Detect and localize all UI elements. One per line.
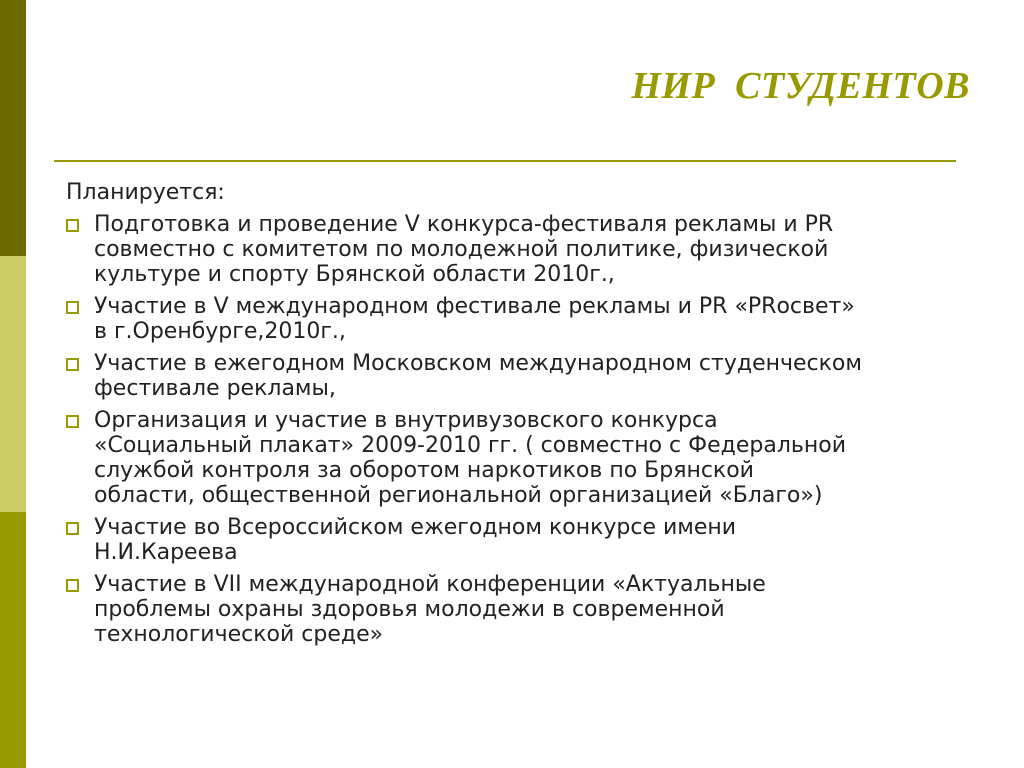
square-bullet-icon — [66, 358, 79, 371]
bullet-item — [66, 408, 972, 508]
square-bullet-icon — [66, 301, 79, 314]
slide-content — [66, 180, 972, 654]
bullet-text: Участие во Всероссийском ежегодном конкурсе имени Н.И.Кареева — [94, 515, 737, 565]
slide-title: НИР СТУДЕНТОВ — [631, 65, 970, 107]
bullet-item — [66, 212, 972, 287]
square-bullet-icon — [66, 579, 79, 592]
title-divider — [54, 160, 956, 162]
side-bar-top — [0, 0, 26, 256]
bullet-item — [66, 515, 972, 565]
bullet-text: Участие в V международном фестивале рекламы и PR «PRосвет» в г.Оренбурге,2010г., — [94, 294, 855, 344]
bullet-text: Подготовка и проведение V конкурса-фестиваля рекламы и PR совместно с комитетом по молодежной политике, физической культуре и спорту Брянской области 2010г., — [94, 212, 834, 287]
square-bullet-icon — [66, 415, 79, 428]
bullet-text: Участие в VII международной конференции «Актуальные проблемы охраны здоровья молодежи в современной технологической среде» — [94, 572, 766, 647]
intro-text: Планируется: — [66, 180, 225, 205]
bullet-text: Организация и участие в внутривузовского конкурса «Социальный плакат» 2009-2010 гг. ( совместно с Федеральной службой контроля за оборотом наркотиков по Брянской области, общественной региональной организацией «Благо») — [94, 408, 846, 508]
square-bullet-icon — [66, 219, 79, 232]
bullet-item — [66, 351, 972, 401]
side-bar-middle — [0, 256, 26, 512]
bullet-text: Участие в ежегодном Московском международном студенческом фестивале рекламы, — [94, 351, 862, 401]
bullet-item — [66, 294, 972, 344]
square-bullet-icon — [66, 522, 79, 535]
bullet-list — [66, 212, 972, 647]
side-bar-bottom — [0, 512, 26, 768]
bullet-item — [66, 572, 972, 647]
